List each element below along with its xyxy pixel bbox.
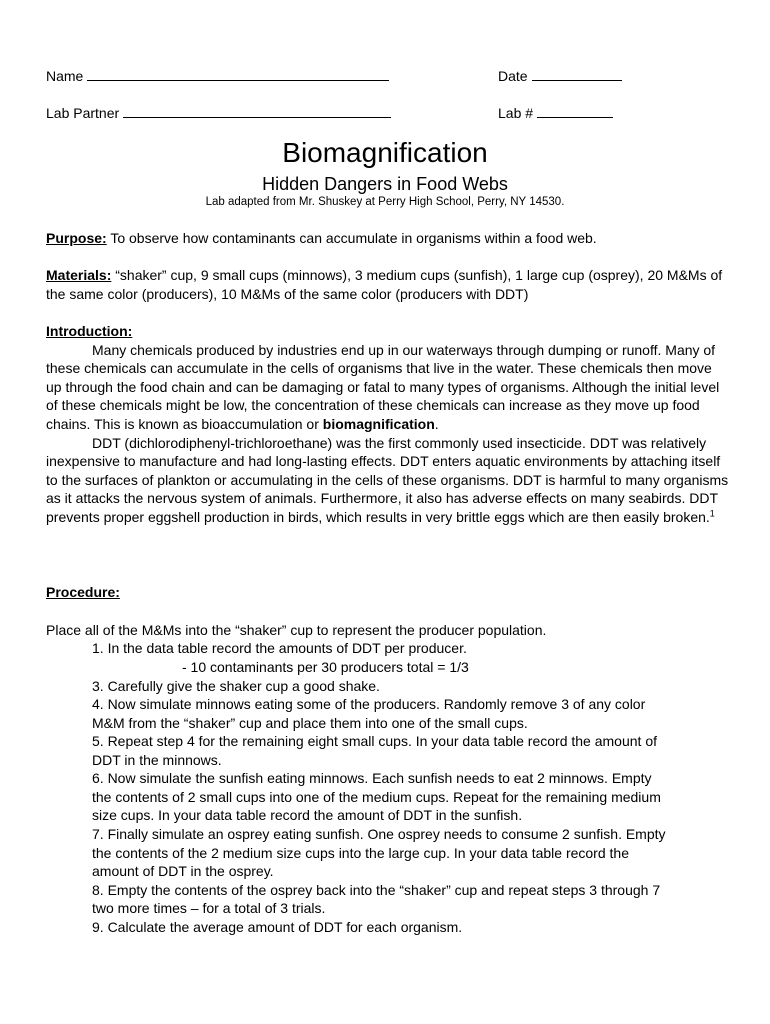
procedure-step-8a: 8. Empty the contents of the osprey back into the “shaker” cup and repeat steps 3 through 7 xyxy=(92,882,661,898)
footnote-marker: 1 xyxy=(709,508,715,519)
name-label: Name xyxy=(46,68,84,84)
intro-p1-bold-term: biomagnification xyxy=(322,415,435,432)
lab-partner-label: Lab Partner xyxy=(46,105,120,121)
page-subtitle: Hidden Dangers in Food Webs xyxy=(262,174,508,194)
procedure-step-6a: 6. Now simulate the sunfish eating minnows. Each sunfish needs to eat 2 minnows. Empty xyxy=(92,770,652,786)
intro-paragraph-1 xyxy=(46,341,730,434)
materials-heading: Materials: xyxy=(46,267,112,283)
date-blank[interactable] xyxy=(532,66,622,81)
procedure-step-4b: M&M from the “shaker” cup and place them into one of the small cups. xyxy=(92,715,528,731)
procedure-step-7c: amount of DDT in the osprey. xyxy=(92,863,274,879)
date-field[interactable] xyxy=(498,66,622,85)
procedure-step-3: 3. Carefully give the shaker cup a good shake. xyxy=(92,678,380,694)
date-label: Date xyxy=(498,68,528,84)
procedure-step-9: 9. Calculate the average amount of DDT for each organism. xyxy=(92,919,463,935)
intro-p2-text: DDT (dichlorodiphenyl-trichloroethane) was the first commonly used insecticide. DDT was relatively inexpensive to manufacture and had long-lasting effects. DDT enters aquatic environments by attaching itself to the surfaces of plankton or accumulating in the cells of these organisms. DDT is harmful to many organisms as it attacks the nervous system of animals. Furthermore, it also has adverse effects on many seabirds. DDT prevents proper eggshell production in birds, which results in very brittle eggs which are then easily broken. xyxy=(46,434,729,525)
lab-partner-field[interactable] xyxy=(46,103,391,122)
name-field[interactable] xyxy=(46,66,389,85)
procedure-step-7b: the contents of the 2 medium size cups into the large cup. In your data table record the xyxy=(92,845,629,861)
lab-number-field[interactable] xyxy=(498,103,613,122)
intro-paragraph-2 xyxy=(46,434,730,527)
procedure-heading: Procedure: xyxy=(46,584,120,600)
materials-text: “shaker” cup, 9 small cups (minnows), 3 medium cups (sunfish), 1 large cup (osprey), 20 M&Ms of the same color (producers), 10 M&Ms of the same color (producers with DDT) xyxy=(46,267,723,302)
procedure-step-1: 1. In the data table record the amounts of DDT per producer. xyxy=(92,640,467,656)
lab-number-blank[interactable] xyxy=(537,103,613,118)
name-blank[interactable] xyxy=(87,66,389,81)
procedure-step-6c: size cups. In your data table record the amount of DDT in the sunfish. xyxy=(92,807,523,823)
procedure-step-8b: two more times – for a total of 3 trials. xyxy=(92,900,326,916)
purpose-heading: Purpose: xyxy=(46,230,107,246)
procedure-step-5a: 5. Repeat step 4 for the remaining eight small cups. In your data table record the amount of xyxy=(92,733,657,749)
materials-section xyxy=(46,266,726,303)
page-title: Biomagnification xyxy=(282,137,488,168)
procedure-step-5b: DDT in the minnows. xyxy=(92,752,222,768)
introduction-section xyxy=(46,322,730,527)
procedure-step-4a: 4. Now simulate minnows eating some of the producers. Randomly remove 3 of any color xyxy=(92,696,646,712)
purpose-text: To observe how contaminants can accumulate in organisms within a food web. xyxy=(110,230,597,246)
lab-number-label: Lab # xyxy=(498,105,534,121)
procedure-heading-wrap xyxy=(46,583,736,602)
lab-partner-blank[interactable] xyxy=(123,103,391,118)
purpose-section xyxy=(46,229,736,248)
credit-line: Lab adapted from Mr. Shuskey at Perry High School, Perry, NY 14530. xyxy=(205,196,565,208)
procedure-step-6b: the contents of 2 small cups into one of the medium cups. Repeat for the remaining medium xyxy=(92,789,661,805)
intro-p1-end: . xyxy=(434,415,439,432)
procedure-step-7a: 7. Finally simulate an osprey eating sunfish. One osprey needs to consume 2 sunfish. Empty xyxy=(92,826,666,842)
intro-p1-text: Many chemicals produced by industries end up in our waterways through dumping or runoff. Many of these chemicals can accumulate in the cells of organisms that live in the water. These chemicals then move up through the food chain and can be damaging or fatal to many types of organisms. Although the initial level of these chemicals might be low, the concentration of these chemicals can increase as they move up food chains. This is known as bioaccumulation or xyxy=(46,341,720,432)
procedure-step-1-sub: - 10 contaminants per 30 producers total = 1/3 xyxy=(182,659,469,675)
procedure-intro: Place all of the M&Ms into the “shaker” cup to represent the producer population. xyxy=(46,622,547,638)
introduction-heading: Introduction: xyxy=(46,323,133,339)
